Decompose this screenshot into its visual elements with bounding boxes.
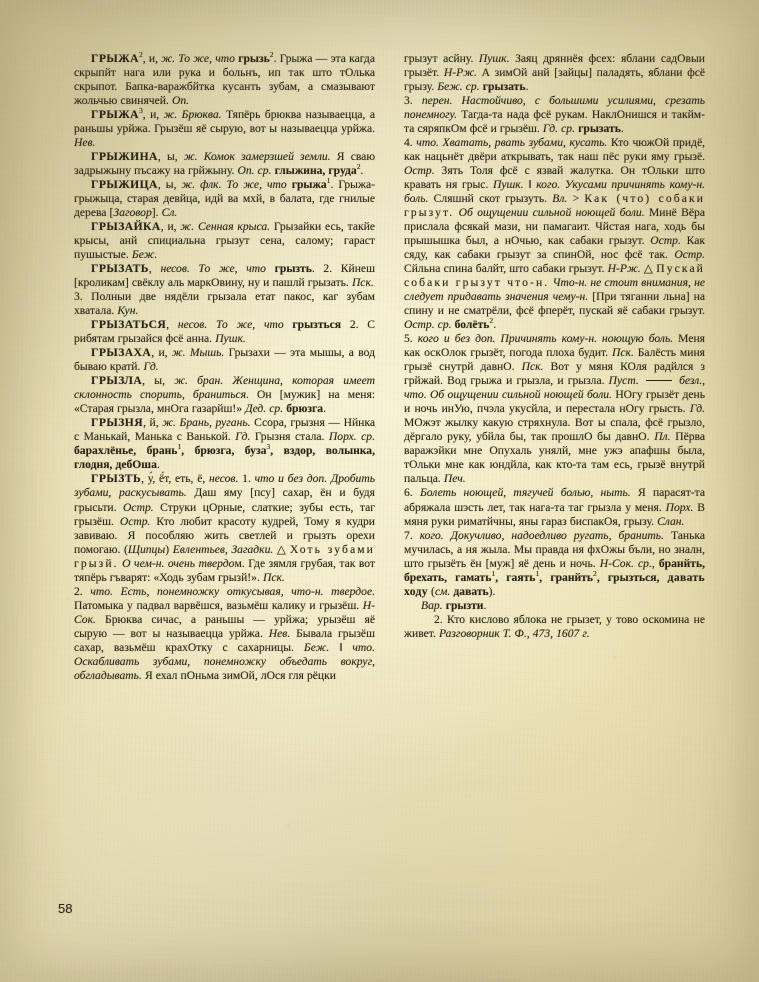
dictionary-entry-gryzajka: ГРЫЗАЙКА, и, ж. Сенная крыса. Грызайки есь, такйе крысы, анй спициальна грызут сена, салому; гараст пушыстые. Беж.: [74, 220, 375, 262]
dictionary-entry-gryzaha: ГРЫЗАХА, и, ж. Мышь. Грызахи — эта мышы, а вод бываю кратй. Гд.: [74, 346, 376, 374]
em-rule: [646, 380, 672, 381]
dictionary-entry-gryzha-2: ГРЫЖА$^2$, и, ж. То же, что грызь$^2$. Грыжа — эта кагда скрыпйт нага или рука и больнъ, ип так што тОлька скрыпот. Бапка-варажбйтка кусанть зубам, а смазывают жольчью свинячей. Оп.: [74, 50, 375, 108]
dictionary-entry-gryzt: ГРЫЗТЬ, у́, ё́т, еть, ё, несов. 1. что и без доп. Дробить зубами, раскусывать. Даш яму [псу] сахар, ён и будя грысьти. Остр. Струки цОрные, слаткие; зубы есть, таг грызёш. Остр. Кто любит красоту кудрей, Тому я кудри завиваю. Я пособляю жить светлей и грызть орехи помогаю. (Щипцы) Евлентьев, Загадки. △ Хоть зубами грызй. О чем-н. очень твердом. Где зямля грубая, так вот тяпёрь гъварят: «Ходь зубам грызй!». Пск.: [74, 472, 376, 584]
dictionary-variant-note: Вар. грызти.: [421, 598, 487, 612]
dictionary-sense-gryzt-2: 2. что. Есть, понемножку откусывая, что-н. твердое. Патомыка у падвал варвёшся, вазьмёш калику и грызёш. Н-Сок. Брюква сичас, а раньшы — урйжа; урызёш яё сырую — вот ы называецца урйжа. Нев. Бывала грызёш сахар, вазьмёш крахОтку с сахарницы. Беж. ‖ что. Оскабливать зубами, понемножку объедать вокруг, обгладывать. Я ехал пОньма зимОй, лОся гля рёцки: [74, 584, 376, 682]
dictionary-sense-gryzt-6: 6. Болеть ноющей, тягучей болью, ныть. Я парасят-та абряжала шэсть лет, так нага-та таг грызла у меня. Порх. В мяня руки риматйчны, яны гараз биспакОя, грызу. Слан.: [404, 486, 705, 528]
dictionary-entry-gryzla: ГРЫЗЛА, ы, ж. бран. Женщина, которая имеет склонность спорить, браниться. Он [мужик] на меня: «Старая грызла, мнОга газарйш!» Дед. ср. брюзга.: [74, 374, 375, 416]
dictionary-historical-quote: 2. Кто кислово яблока не грызет, у тово оскомина не живет. Разговорник Т. Ф., 473, 1607 г.: [404, 612, 705, 640]
dictionary-entry-gryzatsya: ГРЫЗАТЬСЯ, несов. То же, что грызться 2. С рибятам грызайся фсё анна. Пушк.: [74, 318, 375, 346]
dictionary-sense-gryzt-4: 4. что. Хватать, рвать зубами, кусать. Кто чюжОй придё, как нацьнёт двёри аткрывать, так наш пёс руки яму грызё. Остр. Зять Толя фсё с язвай жалутка. Он тОльки што кравать ня грыс. Пушк. ‖ кого. Укусами причинять кому-н. боль. Сляшнй скот грызуть. Вл. > Как (что) собаки грызут. Об ощущении сильной ноющей боли. Минё Вёра прислала фсякай мази, ни памагаит. Чйстая нага, ходь бы прышышка был, а нОчью, как сабаки грызут. Остр. Как сяду, как сабаки грызут за спинОй, нос фсё так. Остр. Сйльна спина балйт, што сабаки грызут. Н-Рж. △ Пускай собаки грызут что-н. Что-н. не стоит внимания, не следует придавать значения чему-н. [При тяганни льна] на спину и не сматрёли, фсё фперёт, пускай яё сабаки грызут. Остр. ср. болёть$^2$.: [404, 136, 705, 332]
dictionary-entry-gryzat: ГРЫЗАТЬ, несов. То же, что грызть. 2. Кйнеш [кроликам] свёклу аль маркОвину, ну и пашлй грызать. Пск.: [74, 262, 376, 290]
dictionary-entry-gryzhica: ГРЫЖИЦА, ы, ж. флк. То же, что грыжа$^1$. Грыжа-грыжыца, старая девйца, идй ва мхй, в балата, где гнилые дерева [Заговор]. Сл.: [74, 176, 375, 220]
page-number: 58: [58, 901, 73, 916]
dictionary-sense-gryzt-5: 5. кого и без доп. Причинять кому-н. ноющую боль. Меня как оскОлок грызёт, погода плоха будит. Пск. Балёсть миня грызё снутрй давнО. Пск. Вот у мяня КОля радйлся з грйжай. Вод грыжа и грызла, и грызла. Пуст. безл., что. Об ощущении сильной ноющей боли. НОгу грызёт день и ночь инУю, пчэла укусйла, и перестала нОгу грысть. Гд. МОжэт жылку какую стряхнула. Вот ы спала, фсё грызло, дёргало руку, убйла бы, так прошлО бы давнО. Пл. Пёрва варажэйки мне Опухаль унялй, мне ужэ апафшы была, тОльки мне как юндйла, как кто-та там есь, грызё внутрй пальца. Печ.: [404, 332, 706, 486]
dictionary-sense-gryzat-3: 3. Полныи две нядёли грызала етат пакос, каг зубам хватала. Кун.: [74, 290, 375, 318]
left-text-column: [74, 52, 375, 864]
two-column-text-body: [74, 52, 706, 864]
dictionary-entry-gryzhina: ГРЫЖИНА, ы, ж. Комок замерзшей земли. Я сваю задрыжыну пъсажу на грйжыну. Оп. ср. глыжина, груда$^2$.: [74, 150, 375, 178]
dictionary-sense-gryzt-3: 3. перен. Настойчиво, с большими усилиями, срезать понемногу. Тагда-та нада фсё рукам. НаклОнишся и такйм-та сяряпкОм фсё и грызёш. Гд. ср. грызать.: [404, 94, 706, 136]
dictionary-entry-continuation: грызут асйну. Пушк. Заяц дряннёя фсех: яблани садОвыи грызёт. Н-Рж. А зимОй анй [зайцы] паладять, яблани фсё грызу. Беж. ср. грызать.: [404, 52, 706, 94]
dictionary-entry-gryznya: ГРЫЗНЯ, й, ж. Брань, ругань. Ссора, грызня — Нйнка с Манькай, Манька с Ванькой. Гд. Грызня стала. Порх. ср. барахлёнье, брань$^1$, брюзга, буза$^3$, вздор, волынка, глодня, дебОша.: [74, 416, 376, 472]
dictionary-sense-gryzt-7: 7. кого. Докучливо, надоедливо ругать, бранить. Танька мучилась, а ня жыла. Мы правда ня фхОжы бъли, но зналн, што грызёть ён [муж] яё день и ночь. Н-Сок. ср., бранйть, брехать, гамать$^1$, гаять$^1$, гранйть$^2$, грызться, давать ходу (см. давать).: [404, 528, 705, 598]
right-text-column: [404, 52, 705, 864]
dictionary-entry-gryzha-3: ГРЫЖА$^3$, и, ж. Брюква. Тяпёрь брюква называецца, а раньшы урйжа. Грызёш яё сырую, вот ы называецца урйжа. Нев.: [74, 106, 375, 150]
